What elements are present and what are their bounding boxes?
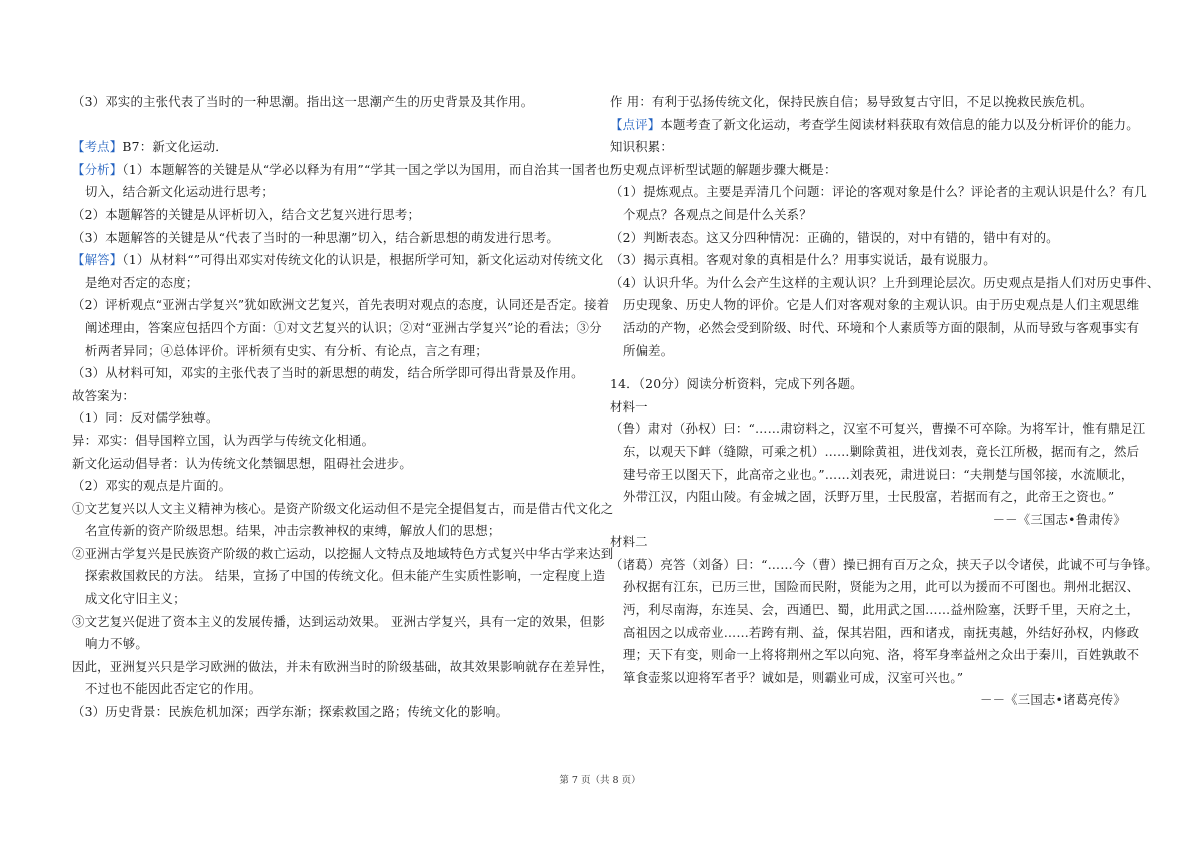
material-1-title: 材料一 [610,398,648,414]
jieda-tag: 【解答】 [72,252,123,268]
jieda-1b: 是绝对否定的态度； [85,274,199,290]
step-4d: 所偏差。 [623,342,674,358]
jieda-line-1 [72,249,604,272]
jieda-3: （3）从材料可知，邓实的主张代表了当时的新思想的萌发，结合所学即可得出背景及作用。 [72,365,584,381]
kaodian-tag: 【考点】 [72,139,123,155]
material-1c: 建号帝王以图天下，此高帝之业也。”……刘表死，肃进说曰：“夫荆楚与国邻接，水流顺北， [623,466,1134,482]
answer-2-2a: ②亚洲古学复兴是民族资产阶级的救亡运动，以挖掘人文特点及地域特色方式复兴中华古学来达到 [72,545,614,561]
dianping-tag: 【点评】 [610,116,661,132]
material-2d: 高祖因之以成帝业……若跨有荆、益，保其岩阻，西和诸戎，南抚夷越，外结好孙权，内修政 [623,624,1140,640]
steps-head: 历史观点评析型试题的解题步骤大概是： [610,161,837,177]
step-3: （3）揭示真相。客观对象的真相是什么？用事实说话，最有说服力。 [610,252,996,268]
material-1-source: －－《三国志•鲁肃传》 [992,511,1126,527]
material-2e: 理；天下有变，则命一上将将荆州之军以向宛、洛，将军身率益州之众出于秦川，百姓孰敢不 [623,647,1140,663]
zuoyong: 作 用：有利于弘扬传统文化，保持民族自信；易导致复古守旧，不足以挽救民族危机。 [610,94,1093,109]
answer-2-4a: 因此，亚洲复兴只是学习欧洲的做法，并未有欧洲当时的阶级基础，故其效果影响就存在差异性， [72,658,614,674]
fenxi-1b: 切入，结合新文化运动进行思考； [85,184,274,200]
answer-2-2b: 探索救国救民的方法。 结果，宣扬了中国的传统文化。但未能产生实质性影响，一定程度上造 [85,568,606,584]
answer-1-xin: 新文化运动倡导者：认为传统文化禁锢思想，阻碍社会进步。 [72,455,412,471]
fenxi-3: （3）本题解答的关键是从“代表了当时的一种思潮”切入，结合新思想的萌发进行思考。 [72,229,560,245]
question-14: 14．（20分）阅读分析资料，完成下列各题。 [610,376,863,392]
jieda-2a: （2）评析观点“亚洲古学复兴”犹如欧洲文艺复兴，首先表明对观点的态度，认同还是否定。接着 [72,297,610,313]
step-2: （2）判断表态。这又分四种情况：正确的，错误的，对中有错的，错中有对的。 [610,229,1059,245]
zhishi: 知识积累： [610,139,673,155]
answer-2-2c: 成文化守旧主义； [85,591,186,607]
right-column [610,91,1160,712]
material-2a: （诸葛）亮答（刘备）曰：“……今（曹）操已拥有百万之众，挟天子以令诸侯，此诚不可与争锋。 [610,556,1158,572]
answer-head: 故答案为： [72,387,135,403]
material-1b: 东，以观天下衅（缝隙，可乘之机）……剿除黄祖，进伐刘表，竟长江所极，据而有之，然后 [623,443,1140,459]
dianping-text: 本题考查了新文化运动，考查学生阅读材料获取有效信息的能力以及分析评价的能力。 [660,116,1139,132]
fenxi-tag: 【分析】 [72,161,123,177]
material-1d: 外带江汉，内阻山陵。有金城之固，沃野万里，士民殷富，若据而有之，此帝王之资也。” [623,489,1115,505]
page-footer: 第 7 页（共 8 页） [559,775,641,786]
left-column [72,91,617,724]
step-1b: 个观点？各观点之间是什么关系？ [623,206,812,222]
material-2-source: －－《三国志•诸葛亮传》 [979,692,1126,708]
step-4b: 历史现象、历史人物的评价。它是人们对客观对象的主观认识。由于历史观点是人们主观思维 [623,297,1140,313]
material-2c: 沔，利尽南海，东连吴、会，西通巴、蜀，此用武之国……益州险塞，沃野千里，天府之土， [623,602,1140,618]
step-4c: 活动的产物，必然会受到阶级、时代、环境和个人素质等方面的限制，从而导致与客观事实有 [623,319,1140,335]
answer-2-3b: 响力不够。 [85,636,148,652]
step-4a: （4）认识升华。为什么会产生这样的主观认识？上升到理论层次。历史观点是指人们对历史事件、 [610,274,1160,290]
answer-2-3a: ③文艺复兴促进了资本主义的发展传播，达到运动效果。 亚洲古学复兴，具有一定的效果，但影 [72,613,605,629]
material-2-title: 材料二 [610,534,648,550]
jieda-1a: （1）从材料“”可得出邓实对传统文化的认识是，根据所学可知，新文化运动对传统文化 [122,252,604,268]
step-1a: （1）提炼观点。主要是弄清几个问题：评论的客观对象是什么？评论者的主观认识是什么？有几 [610,184,1147,200]
fenxi-1a: （1）本题解答的关键是从“学必以释为有用”“学其一国之学以为国用，而自治其一国者也” [122,161,617,177]
answer-2-1a: ①文艺复兴以人文主义精神为核心。是资产阶级文化运动但不是完全提倡复古，而是借古代文化之 [72,500,614,516]
jieda-2b: 阐述理由，答案应包括四个方面：①对文艺复兴的认识；②对“亚洲古学复兴”论的看法；③分 [85,319,602,335]
material-1a: （鲁）肃对（孙权）曰：“……肃窃料之，汉室不可复兴，曹操不可卒除。为将军计，惟有鼎足江 [610,421,1146,437]
jieda-2c: 析两者异同；④总体评价。评析须有史实、有分析、有论点，言之有理； [85,342,488,358]
answer-2: （2）邓实的观点是片面的。 [72,478,232,494]
kaodian-text: B7：新文化运动． [122,139,228,155]
answer-1: （1）同：反对儒学独尊。 [72,410,219,426]
material-2f: 箪食壶浆以迎将军者乎？诚如是，则霸业可成，汉室可兴也。” [623,669,964,685]
fenxi-line-1 [72,159,617,182]
fenxi-2: （2）本题解答的关键是从评析切入，结合文艺复兴进行思考； [72,206,421,222]
answer-1-yi: 异：邓实：倡导国粹立国，认为西学与传统文化相通。 [72,432,375,448]
material-2b: 孙权据有江东，已历三世，国险而民附，贤能为之用，此可以为援而不可图也。荆州北据汉、 [623,579,1140,595]
answer-2-1b: 名宣传新的资产阶级思想。结果，冲击宗教神权的束缚，解放人们的思想； [85,523,501,539]
answer-3: （3）历史背景：民族危机加深；西学东渐；探索救国之路；传统文化的影响。 [72,704,509,720]
answer-2-4b: 不过也不能因此否定它的作用。 [85,681,262,697]
kaodian-line [72,136,592,159]
question-3: （3）邓实的主张代表了当时的一种思潮。指出这一思潮产生的历史背景及其作用。 [72,94,534,109]
dianping-line [610,114,1139,137]
